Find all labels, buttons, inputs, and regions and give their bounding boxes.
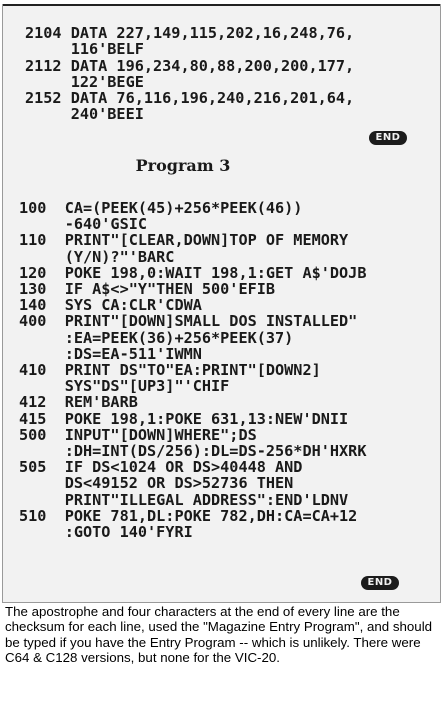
code-line: 116'BELF: [25, 40, 144, 59]
code-line: 110 PRINT"[CLEAR,DOWN]TOP OF MEMORY: [19, 231, 349, 250]
caption-text: The apostrophe and four characters at the end of every line are the checksum for each line, used the "Magazine Entry Program", and should be typed if you have the Entry Program -- which is unlikely. There were C64 & C128 versions, but none for the VIC-20.: [5, 604, 433, 666]
code-line: 2152 DATA 76,116,196,240,216,201,64,: [25, 89, 355, 108]
code-line: :DS=EA-511'IWMN: [19, 344, 202, 363]
program-listing: [19, 200, 366, 540]
code-line: 415 POKE 198,1:POKE 631,13:NEW'DNII: [19, 409, 349, 428]
code-line: 412 REM'BARB: [19, 393, 138, 412]
code-line: 500 INPUT"[DOWN]WHERE";DS: [19, 425, 257, 444]
code-line: (Y/N)?"'BARC: [19, 247, 175, 266]
code-line: DS<49152 OR DS>52736 THEN: [19, 474, 294, 493]
code-line: 122'BEGE: [25, 72, 144, 91]
code-line: 120 POKE 198,0:WAIT 198,1:GET A$'DOJB: [19, 263, 367, 282]
code-line: 130 IF A$<>"Y"THEN 500'EFIB: [19, 280, 276, 299]
code-line: :GOTO 140'FYRI: [19, 523, 193, 542]
code-line: 2104 DATA 227,149,115,202,16,248,76,: [25, 24, 355, 42]
code-line: :EA=PEEK(36)+256*PEEK(37): [19, 328, 294, 347]
program-title: Program 3: [135, 156, 231, 175]
magazine-page: [2, 4, 441, 603]
code-line: SYS"DS"[UP3]"'CHIF: [19, 377, 230, 396]
code-line: 240'BEEI: [25, 105, 144, 124]
code-line: -640'GSIC: [19, 215, 148, 234]
code-line: PRINT"ILLEGAL ADDRESS":END'LDNV: [19, 490, 349, 509]
code-line: 510 POKE 781,DL:POKE 782,DH:CA=CA+12: [19, 506, 358, 525]
top-rule: [3, 4, 440, 6]
code-line: 410 PRINT DS"TO"EA:PRINT"[DOWN2]: [19, 361, 321, 380]
code-line: 140 SYS CA:CLR'CDWA: [19, 296, 202, 315]
data-statements-listing: [25, 25, 354, 123]
code-line: 400 PRINT"[DOWN]SMALL DOS INSTALLED": [19, 312, 358, 331]
code-line: 2112 DATA 196,234,80,88,200,200,177,: [25, 56, 355, 75]
code-line: 100 CA=(PEEK(45)+256*PEEK(46)): [19, 199, 303, 217]
end-badge: END: [361, 576, 399, 590]
end-badge: END: [369, 131, 407, 145]
code-line: :DH=INT(DS/256):DL=DS-256*DH'HXRK: [19, 442, 367, 461]
code-line: 505 IF DS<1024 OR DS>40448 AND: [19, 458, 303, 477]
